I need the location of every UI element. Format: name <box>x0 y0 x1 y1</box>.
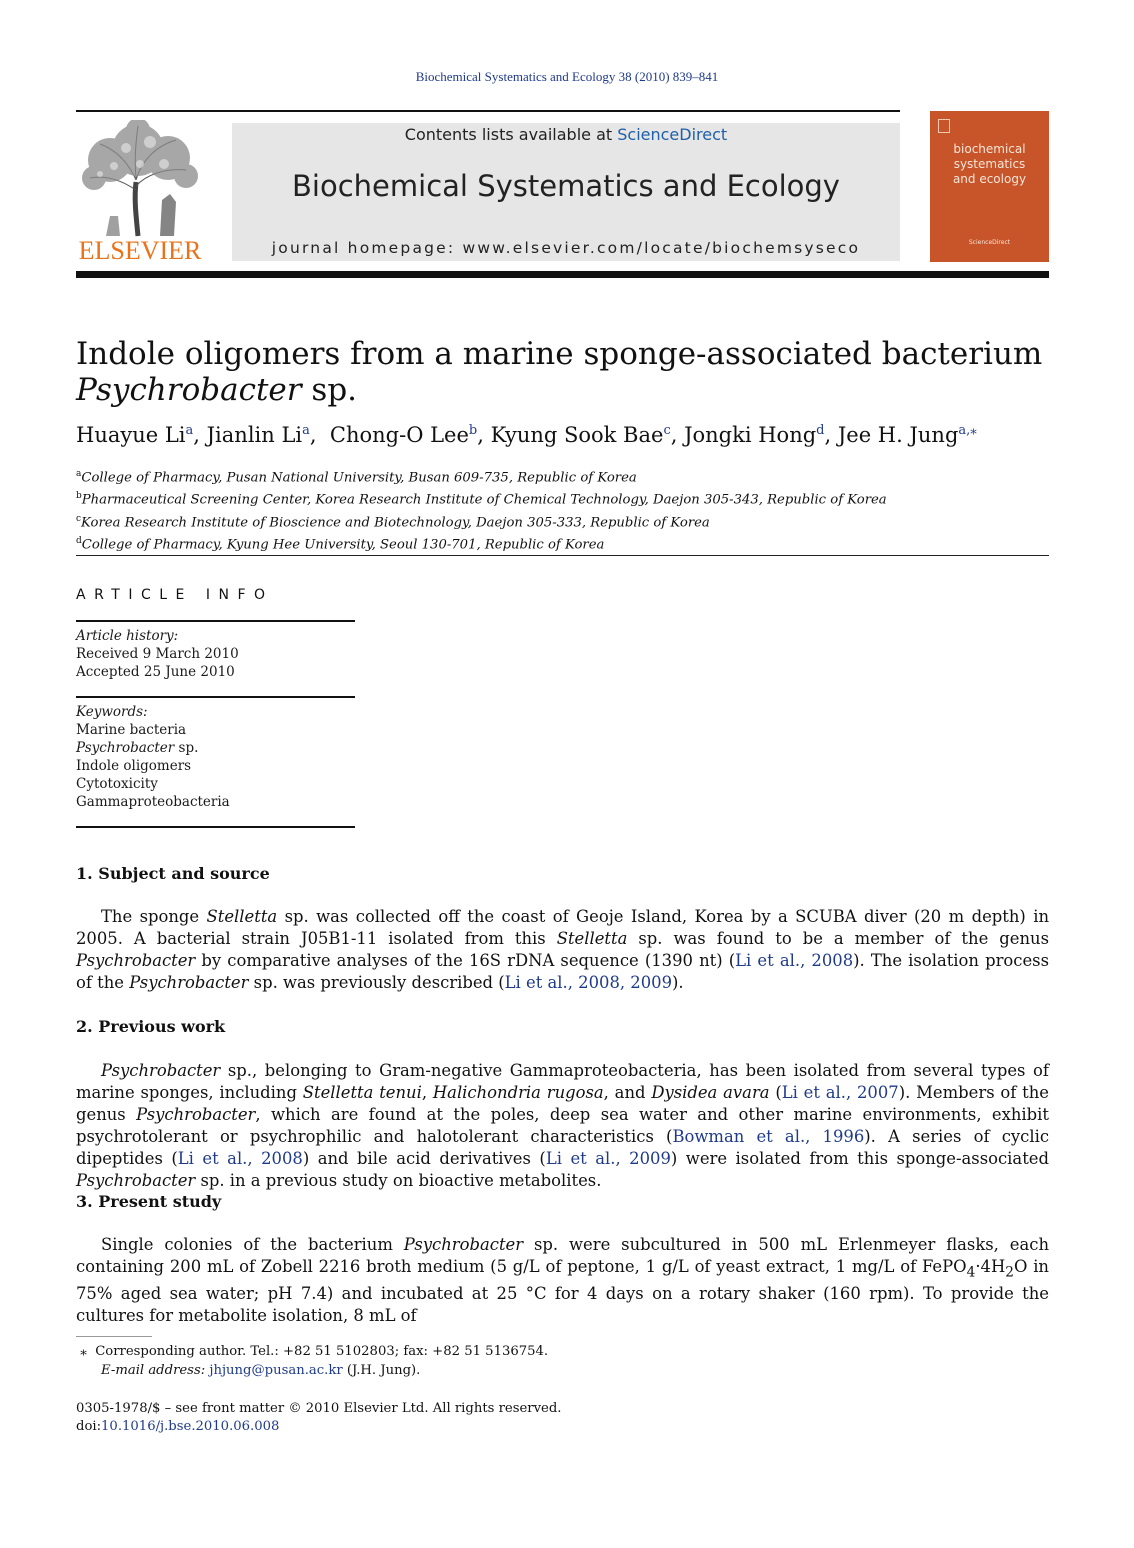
cover-title-line: systematics <box>953 157 1026 171</box>
doi-prefix: doi: <box>76 1419 102 1434</box>
journal-title: Biochemical Systematics and Ecology <box>292 169 840 203</box>
publisher-wordmark: ELSEVIER <box>78 236 202 265</box>
title-end: sp. <box>301 372 358 408</box>
citation-link[interactable]: Li et al., 2008 <box>735 951 854 970</box>
copyright-line: 0305-1978/$ – see front matter © 2010 Elsevier Ltd. All rights reserved. <box>76 1401 562 1416</box>
affiliation-text: Korea Research Institute of Bioscience and Biotechnology, Daejon 305-333, Republic of Korea <box>81 515 710 531</box>
affiliation-text: Pharmaceutical Screening Center, Korea Research Institute of Chemical Technology, Daejon 305-343, Republic of Korea <box>81 492 887 508</box>
affiliation-text: College of Pharmacy, Kyung Hee University, Seoul 130-701, Republic of Korea <box>81 537 605 553</box>
email-suffix: (J.H. Jung). <box>342 1363 421 1378</box>
affiliation-key: c <box>76 513 82 524</box>
affiliation-key: d <box>76 536 82 547</box>
citation-link[interactable]: Li et al., 2007 <box>781 1083 899 1102</box>
corresponding-author-note <box>76 1342 1049 1361</box>
email-label: E-mail address: <box>101 1363 206 1378</box>
body-paragraph: Single colonies of the bacterium Psychrobacter sp. were subcultured in 500 mL Erlenmeyer flasks, each containing 200 mL of Zobell 2216 broth medium (5 g/L of peptone, 1 g/L of yeast extract, 1 mg/L of $FePO_4\cdot 4H_2O$ in 75% aged sea water; pH 7.4) and incubated at 25 °C for 4 days on a rotary shaker (160 rpm). To provide the cultures for metabolite isolation, 8 mL of <box>76 1235 1050 1326</box>
author-affiliation-link[interactable]: b <box>468 423 478 438</box>
keywords-label: Keywords: <box>76 704 148 720</box>
author-name: Jee H. Jung <box>837 423 959 447</box>
section-divider <box>76 555 1049 556</box>
elsevier-logo <box>76 120 204 266</box>
journal-masthead <box>232 123 900 261</box>
affiliation-item <box>76 510 1049 532</box>
citation-link[interactable]: Li et al., 2008 <box>177 1149 303 1168</box>
keyword-item <box>76 739 356 757</box>
affiliation-key: a <box>76 469 82 479</box>
citation-link[interactable]: Li <box>504 973 521 992</box>
citation-link[interactable]: et al., 2008, 2009 <box>526 973 673 992</box>
keyword-genus: Psychrobacter <box>76 740 175 756</box>
author-name: Jianlin Li <box>206 423 303 447</box>
info-rule <box>76 826 355 828</box>
info-rule <box>76 620 355 622</box>
header-rule <box>76 110 900 112</box>
email-link[interactable]: jhjung@pusan.ac.kr <box>209 1363 343 1378</box>
doi-link[interactable]: 10.1016/j.bse.2010.06.008 <box>101 1419 280 1434</box>
received-date: Received 9 March 2010 <box>76 646 239 662</box>
author-name: Kyung Sook Bae <box>490 423 664 447</box>
article-history <box>76 627 356 681</box>
footnote-star: ⁎ <box>80 1344 87 1359</box>
section-heading: 3. Present study <box>76 1192 222 1211</box>
keywords <box>76 703 356 811</box>
info-rule <box>76 696 355 698</box>
author-affiliation-link[interactable]: a,⁎ <box>958 423 977 438</box>
citation-link[interactable]: Li et al., 2009 <box>545 1149 671 1168</box>
affiliation-item <box>76 532 1049 554</box>
journal-citation-link[interactable]: Biochemical Systematics and Ecology 38 (2010) 839–841 <box>415 69 719 84</box>
article-info-heading: ARTICLE INFO <box>76 587 274 603</box>
doi-line <box>76 1418 1049 1436</box>
sciencedirect-link[interactable]: ScienceDirect <box>617 125 728 144</box>
section-heading: 2. Previous work <box>76 1017 226 1036</box>
contents-availability <box>232 125 900 144</box>
cover-footer: ScienceDirect <box>968 239 1011 246</box>
cover-title-line: biochemical <box>953 142 1026 156</box>
copyright-block <box>76 1400 1049 1436</box>
contents-prefix: Contents lists available at <box>404 125 618 144</box>
title-genus: Psychrobacter <box>76 372 302 408</box>
author-affiliation-link[interactable]: a <box>185 423 194 438</box>
affiliation-text: College of Pharmacy, Pusan National University, Busan 609-735, Republic of Korea <box>81 470 637 486</box>
email-line <box>76 1361 1049 1380</box>
citation-link[interactable]: Bowman et al., 1996 <box>672 1127 865 1146</box>
history-label: Article history: <box>76 628 179 644</box>
article-title <box>76 336 1049 408</box>
author-name: Huayue Li <box>76 423 186 447</box>
keyword-item: Indole oligomers <box>76 758 192 774</box>
corresponding-text: Corresponding author. Tel.: +82 51 5102803; fax: +82 51 5136754. <box>95 1344 549 1359</box>
keyword-suffix: sp. <box>174 740 199 756</box>
author-affiliation-link[interactable]: d <box>816 423 825 438</box>
section-heading: 1. Subject and source <box>76 864 270 883</box>
affiliation-key: b <box>76 491 82 502</box>
affiliations <box>76 465 1049 555</box>
author-name: Jongki Hong <box>684 423 817 447</box>
body-paragraph: The sponge Stelletta sp. was collected off the coast of Geoje Island, Korea by a SCUBA diver (20 m depth) in 2005. A bacterial strain J05B1-11 isolated from this Stelletta sp. was found to be a member of the genus Psychrobacter by comparative analyses of the 16S rDNA sequence (1390 nt) (Li et al., 2008). The isolation process of the Psychrobacter sp. was previously described (Li et al., 2008, 2009). <box>76 907 1049 992</box>
masthead-rule <box>76 271 1049 278</box>
footnote-rule <box>76 1336 152 1337</box>
journal-cover-thumbnail[interactable] <box>930 111 1049 262</box>
title-line-1: Indole oligomers from a marine sponge-associated bacterium <box>76 336 1043 372</box>
author-affiliation-link[interactable]: c <box>663 423 671 438</box>
author-list: Huayue Li$^a$, Jianlin Li$^a$, Chong-O Lee$^b$, Kyung Sook Bae$^c$, Jongki Hong$^d$, Jee H. Jung$^{a,⁎}$ <box>76 423 977 447</box>
footnote <box>76 1342 1049 1380</box>
body-paragraph: Psychrobacter sp., belonging to Gram-negative Gammaproteobacteria, has been isolated from several types of marine sponges, including Stelletta tenui, Halichondria rugosa, and Dysidea avara (Li et al., 2007). Members of the genus Psychrobacter, which are found at the poles, deep sea water and other marine environments, exhibit psychrotolerant or psychrophilic and halotolerant characteristics (Bowman et al., 1996). A series of cyclic dipeptides (Li et al., 2008) and bile acid derivatives (Li et al., 2009) were isolated from this sponge-associated Psychrobacter sp. in a previous study on bioactive metabolites. <box>76 1061 1049 1190</box>
keyword-item: Cytotoxicity <box>76 776 158 792</box>
keyword-item: Gammaproteobacteria <box>76 794 230 810</box>
accepted-date: Accepted 25 June 2010 <box>76 664 235 680</box>
affiliation-item <box>76 465 1049 487</box>
journal-homepage[interactable]: journal homepage: www.elsevier.com/locate/biochemsyseco <box>271 239 861 257</box>
elsevier-tree-icon <box>76 120 204 238</box>
cover-title <box>930 142 1049 187</box>
author-name: Chong-O Lee <box>329 423 469 447</box>
keyword-item: Marine bacteria <box>76 722 187 738</box>
cover-publisher-icon <box>938 119 950 133</box>
cover-title-line: and ecology <box>952 172 1027 186</box>
affiliation-item <box>76 487 1049 509</box>
author-affiliation-link[interactable]: a <box>302 423 310 438</box>
